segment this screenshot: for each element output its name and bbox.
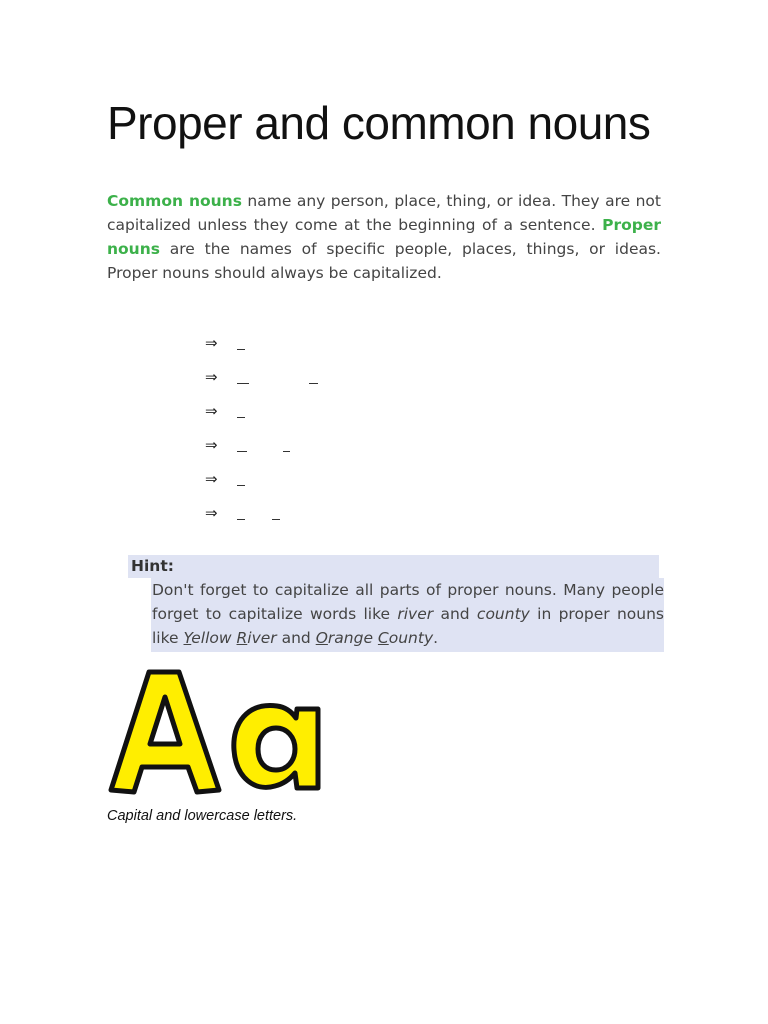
answer-blank[interactable]: [272, 519, 280, 520]
intro-paragraph: [107, 189, 661, 285]
example-rest: ellow: [191, 629, 237, 647]
example-rest: iver: [247, 629, 277, 647]
arrow-icon: ⇒: [205, 368, 218, 386]
arrow-icon: ⇒: [205, 504, 218, 522]
hint-text-part: .: [433, 629, 439, 647]
hint-text-part: Don't forget to capitalize all parts of proper nouns. Many people forget to capitalize words like: [152, 581, 664, 623]
answer-blank[interactable]: [237, 383, 249, 384]
example-yellow-river: [184, 629, 277, 647]
figure-caption: Capital and lowercase letters.: [107, 808, 298, 824]
answer-blank[interactable]: [237, 519, 245, 520]
capital-letter: O: [315, 629, 328, 647]
hint-callout: [128, 555, 665, 652]
page-title: Proper and common nouns: [107, 97, 651, 149]
answer-blank[interactable]: [309, 383, 318, 384]
hint-example-word: river: [397, 605, 434, 623]
example-rest: ounty: [388, 629, 434, 647]
answer-blank[interactable]: [237, 417, 245, 418]
capital-letter: R: [236, 629, 248, 647]
arrow-icon: ⇒: [205, 470, 218, 488]
example-orange-county: [316, 629, 433, 647]
common-nouns-term: Common nouns: [107, 192, 242, 210]
proper-nouns-term: Proper nouns: [107, 216, 661, 258]
capital-a-shape: [111, 672, 219, 792]
hint-text-part: in proper nouns like: [152, 605, 665, 647]
answer-blank[interactable]: [237, 349, 245, 350]
arrow-icon: ⇒: [205, 436, 218, 454]
answer-blank[interactable]: [237, 485, 245, 486]
answer-blank[interactable]: [283, 451, 290, 452]
proper-nouns-definition: are the names of specific people, places, things, or ideas. Proper nouns should always be capitalized.: [107, 240, 661, 282]
lowercase-a-shape: [234, 706, 318, 788]
common-nouns-definition: name any person, place, thing, or idea. They are not capitalized unless they come at the beginning of a sentence.: [107, 192, 661, 234]
arrow-icon: ⇒: [205, 402, 218, 420]
aa-letters-image: [107, 664, 322, 800]
hint-text-part: and: [276, 629, 316, 647]
hint-text-part: and: [433, 605, 477, 623]
answer-blank[interactable]: [237, 451, 247, 452]
hint-example-word: county: [476, 605, 530, 623]
hint-label: Hint:: [128, 555, 659, 578]
hint-text: [151, 578, 664, 652]
capital-letter: Y: [183, 629, 192, 647]
example-rest: range: [327, 629, 378, 647]
arrow-icon: ⇒: [205, 334, 218, 352]
capital-letter: C: [377, 629, 389, 647]
